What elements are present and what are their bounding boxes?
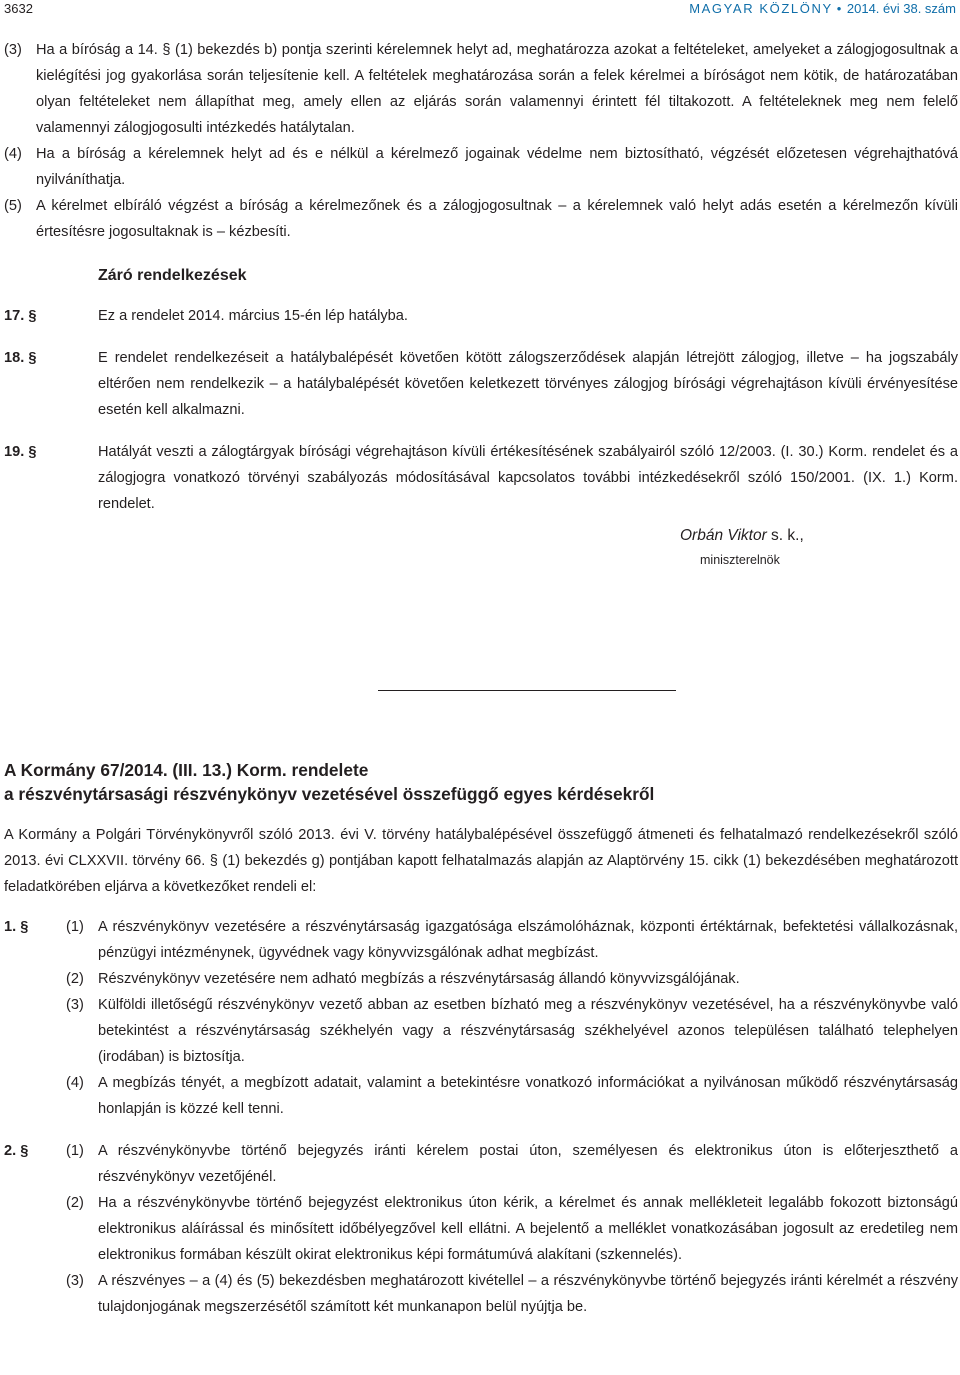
paragraph-number: (2) [66,971,84,987]
signatory-title: miniszterelnök [700,553,780,567]
section-number: 19. § [4,444,37,460]
decree [4,758,958,1320]
signature-block [4,517,958,597]
decree-preamble: A Kormány a Polgári Törvénykönyvről szóló 2013. évi V. törvény hatálybalépésével összefüggő átmeneti és felhatalmazó rendelkezésekről szóló 2013. évi CLXXVII. törvény 66. § (1) bekezdés g) pontjában kapott felhatalmazás alapján az Alaptörvény 15. cikk (1) bekezdésében meghatározott feladatkörében eljárva a következőket rendeli el: [4,827,958,895]
section-17 [4,303,958,329]
paragraph-number: (4) [4,146,22,162]
paragraph-number: (4) [66,1075,84,1091]
paragraph-5 [4,193,958,245]
paragraph [66,1268,958,1320]
section-text: Ez a rendelet 2014. március 15-én lép hatályba. [98,308,408,324]
section-text: E rendelet rendelkezéseit a hatálybalépését követően kötött zálogszerződések alapján létrejött zálogjog, illetve – ha jogszabály eltérően nem rendelkezik – a hatálybalépését követően keletkezett törvényes zálogjog bírósági végrehajtáson kívüli érvényesítése esetén kell alkalmazni. [98,350,958,418]
paragraph-text: A kérelmet elbíráló végzést a bíróság a kérelmezőnek és a zálogjogosultnak – a kérelemnek való helyt adás esetén a kérelmezőn kívüli értesítésre jogosultaknak is – kézbesíti. [36,198,958,240]
decree-section-2 [4,1138,958,1320]
paragraph-number: (5) [4,198,22,214]
paragraph-text: Részvénykönyv vezetésére nem adható megbízás a részvénytársaság állandó könyvvizsgálójának. [98,971,740,987]
signatory-name: Orbán Viktor s. k., [680,527,804,544]
decree-subtitle: a részvénytársasági részvénykönyv vezetésével összefüggő egyes kérdésekről [4,784,655,804]
section-18 [4,345,958,423]
section-number: 1. § [4,919,29,935]
paragraph-text: A részvénykönyv vezetésére a részvénytársaság igazgatósága elszámolóháznak, központi értéktárnak, befektetési vállalkozásnak, pénzügyi intézménynek, ügyvédnek vagy könyvvizsgálónak adhat megbízást. [98,919,958,961]
section-number: 18. § [4,350,37,366]
paragraph [66,992,958,1070]
closing-provisions-heading: Záró rendelkezések [98,267,247,284]
section-number: 17. § [4,308,37,324]
page-content [4,37,958,597]
paragraph-3 [4,37,958,141]
paragraph [66,1070,958,1122]
issue-label: 2014. évi 38. szám [846,1,956,16]
paragraph-number: (3) [66,1273,84,1289]
section-divider [378,690,676,691]
journal-name: MAGYAR KÖZLÖNY [689,1,833,16]
paragraph [66,914,958,966]
paragraph-number: (3) [4,42,22,58]
paragraph-4 [4,141,958,193]
section-number: 2. § [4,1143,29,1159]
separator-dot: • [836,1,843,16]
paragraph-number: (2) [66,1195,84,1211]
paragraph-text: Ha a bíróság a kérelemnek helyt ad és e nélkül a kérelmező jogainak védelme nem biztosítható, végzését előzetesen végrehajthatóvá nyilváníthatja. [36,146,958,188]
paragraph-text: Ha a részvénykönyvbe történő bejegyzést elektronikus úton kérik, a kérelmet és annak mellékleteit legalább fokozott biztonságú elektronikus aláírással és minősített időbélyegzővel kell ellátni. A bejelentő a melléklet vonatkozásában jogosult az eredetileg nem elektronikus formában készült okirat elektronikus képi formátumúvá alakítani (szkennelés). [98,1195,958,1263]
paragraph [66,966,958,992]
paragraph-number: (1) [66,1143,84,1159]
page-header [0,0,960,18]
paragraph-text: A megbízás tényét, a megbízott adatait, valamint a betekintésre vonatkozó információkat a nyilvánosan működő részvénytársaság honlapján is közzé kell tenni. [98,1075,958,1117]
paragraph-text: A részvénykönyvbe történő bejegyzés iránti kérelem postai úton, személyesen és elektronikus úton is előterjeszthető a részvénykönyv vezetőjénél. [98,1143,958,1185]
paragraph-text: Külföldi illetőségű részvénykönyv vezető abban az esetben bízható meg a részvénykönyv vezetésével, ha a részvénykönyvbe való betekintést a részvénytársaság székhelyén vagy a részvénytársaság székhelyével azonos településen található telephelyen (irodában) is biztosítja. [98,997,958,1065]
paragraph [66,1138,958,1190]
journal-title [689,1,956,17]
paragraph-number: (3) [66,997,84,1013]
section-text: Hatályát veszti a zálogtárgyak bírósági végrehajtáson kívüli értékesítésének szabályairól szóló 12/2003. (I. 30.) Korm. rendelet és a zálogjogra vonatkozó törvényi szabályozás módosításával kapcsolatos további intézkedésekről szóló 150/2001. (IX. 1.) Korm. rendelet. [98,444,958,512]
decree-title: A Kormány 67/2014. (III. 13.) Korm. rendelete [4,760,369,780]
section-paragraphs [66,914,958,1122]
paragraph-text: Ha a bíróság a 14. § (1) bekezdés b) pontja szerinti kérelemnek helyt ad, meghatározza azokat a feltételeket, amelyeket a zálogjogosultnak a kielégítési jog gyakorlása során teljesítenie kell. A feltételek meghatározása során a felek kérelmei a bíróságot nem kötik, de határozatában olyan feltételeket nem állapíthat meg, amely ellen az eljárás során valamennyi érintett fél tiltakozott. A feltételeknek meg nem felelő valamennyi zálogjogosulti intézkedés hatálytalan. [36,42,958,136]
section-paragraphs [66,1138,958,1320]
decree-section-1 [4,914,958,1122]
page-number: 3632 [4,1,33,16]
paragraph-text: A részvényes – a (4) és (5) bekezdésben meghatározott kivétellel – a részvénykönyvbe történő bejegyzés iránti kérelmét a részvény tulajdonjogának megszerzésétől számított két munkanapon belül nyújtja be. [98,1273,958,1315]
section-19 [4,439,958,517]
paragraph [66,1190,958,1268]
paragraph-number: (1) [66,919,84,935]
